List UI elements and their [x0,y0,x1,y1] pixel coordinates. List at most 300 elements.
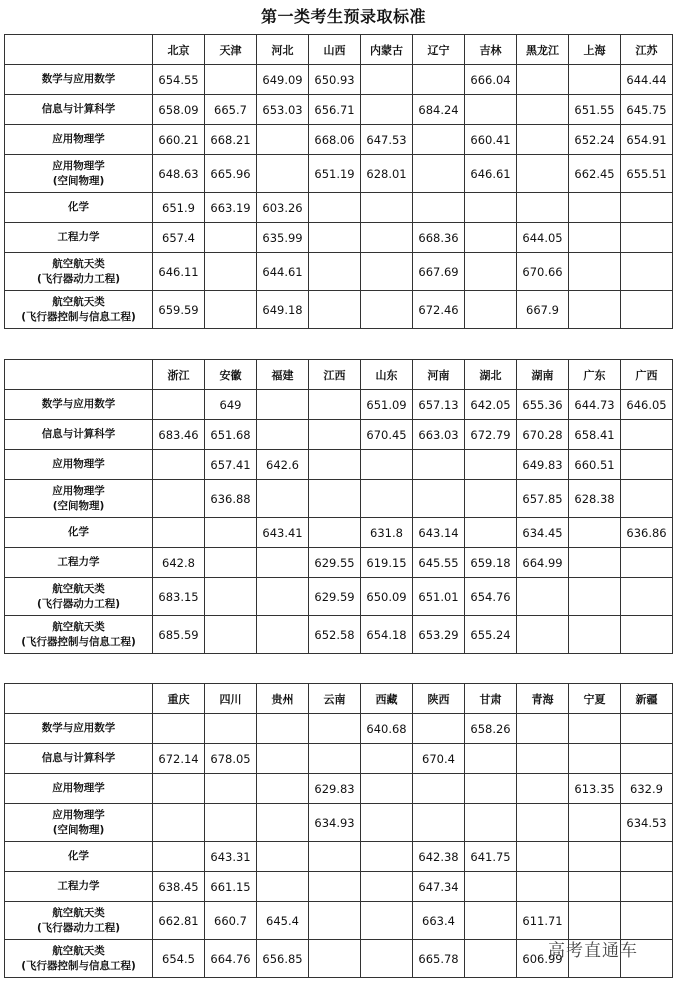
province-header: 青海 [517,684,569,714]
score-cell: 670.66 [517,253,569,291]
score-cell: 649.09 [257,65,309,95]
score-cell: 642.05 [465,390,517,420]
score-cell [621,714,673,744]
score-cell [413,804,465,842]
score-cell: 664.99 [517,548,569,578]
admission-table-3 [4,683,673,978]
score-cell: 641.75 [465,842,517,872]
province-header: 陕西 [413,684,465,714]
score-cell [569,616,621,654]
score-cell [517,714,569,744]
subject-label-line: (飞行器动力工程) [36,597,121,610]
page-title: 第一类考生预录取标准 [260,7,426,26]
score-cell [517,155,569,193]
score-cell [309,291,361,329]
score-cell: 670.28 [517,420,569,450]
score-cell [569,291,621,329]
table-row [5,193,673,223]
score-cell [361,95,413,125]
table-row [5,902,673,940]
score-cell [569,578,621,616]
score-cell: 628.38 [569,480,621,518]
score-cell [517,774,569,804]
table-row [5,616,673,654]
score-cell [465,902,517,940]
subject-label-line: (飞行器控制与信息工程) [21,310,136,323]
score-cell [621,253,673,291]
score-cell [465,872,517,902]
score-cell: 654.76 [465,578,517,616]
score-cell: 629.83 [309,774,361,804]
score-cell: 606.99 [517,940,569,978]
score-cell: 657.41 [205,450,257,480]
corner-cell [5,35,153,65]
score-cell: 665.7 [205,95,257,125]
subject-label [5,714,153,744]
province-header: 黑龙江 [517,35,569,65]
score-cell [621,223,673,253]
score-cell: 650.93 [309,65,361,95]
score-cell [309,714,361,744]
score-cell: 649 [205,390,257,420]
score-cell [361,253,413,291]
table-row [5,872,673,902]
subject-label-line: 数学与应用数学 [41,398,116,410]
subject-label-line: 信息与计算科学 [41,752,116,764]
score-cell: 658.09 [153,95,205,125]
score-cell: 645.4 [257,902,309,940]
table-row [5,65,673,95]
score-cell [569,548,621,578]
score-cell [309,902,361,940]
subject-label-line: 航空航天类 [52,620,105,633]
score-cell: 643.14 [413,518,465,548]
corner-cell [5,360,153,390]
subject-label-line: 工程力学 [57,231,100,243]
score-cell [517,193,569,223]
score-cell: 634.45 [517,518,569,548]
subject-label-line: 工程力学 [57,880,100,892]
score-cell [257,390,309,420]
subject-label-line: 航空航天类 [52,944,105,957]
score-cell: 657.13 [413,390,465,420]
score-cell: 660.7 [205,902,257,940]
score-cell: 665.96 [205,155,257,193]
score-cell [413,155,465,193]
score-cell [309,744,361,774]
score-cell [465,291,517,329]
province-header: 广西 [621,360,673,390]
score-cell: 648.63 [153,155,205,193]
score-cell [621,902,673,940]
table-row [5,714,673,744]
score-cell [257,744,309,774]
subject-label-line: 航空航天类 [52,295,105,308]
score-cell [621,578,673,616]
score-cell [517,578,569,616]
score-cell: 654.5 [153,940,205,978]
score-cell [465,518,517,548]
score-cell: 654.91 [621,125,673,155]
score-cell: 647.53 [361,125,413,155]
score-cell: 664.76 [205,940,257,978]
score-cell: 651.09 [361,390,413,420]
score-cell [465,193,517,223]
province-header: 浙江 [153,360,205,390]
score-cell [205,518,257,548]
score-cell [205,223,257,253]
subject-label-line: 工程力学 [57,556,100,568]
score-cell [569,518,621,548]
subject-label-line: (空间物理) [52,174,105,187]
score-cell [309,193,361,223]
score-cell: 655.24 [465,616,517,654]
watermark: 高考直通车 [548,941,638,961]
score-cell: 663.03 [413,420,465,450]
score-cell [205,253,257,291]
subject-label-line: 应用物理学 [52,133,105,145]
score-cell [569,223,621,253]
score-cell: 672.46 [413,291,465,329]
score-cell: 613.35 [569,774,621,804]
score-cell [309,480,361,518]
score-cell: 649.18 [257,291,309,329]
province-header: 新疆 [621,684,673,714]
score-cell [153,714,205,744]
header-row [5,360,673,390]
subject-label [5,902,153,940]
score-cell [361,842,413,872]
province-header: 广东 [569,360,621,390]
score-cell [465,450,517,480]
province-header: 河北 [257,35,309,65]
score-cell [621,420,673,450]
score-cell: 668.06 [309,125,361,155]
table-row [5,291,673,329]
score-cell: 638.45 [153,872,205,902]
score-cell [361,291,413,329]
score-cell [413,450,465,480]
score-cell: 653.03 [257,95,309,125]
score-cell: 644.73 [569,390,621,420]
score-cell [205,65,257,95]
score-cell [361,450,413,480]
province-header: 山西 [309,35,361,65]
table-row [5,744,673,774]
province-header: 宁夏 [569,684,621,714]
score-cell [309,518,361,548]
subject-label-line: 信息与计算科学 [41,103,116,115]
score-cell [517,744,569,774]
score-cell [257,125,309,155]
subject-label [5,420,153,450]
table-row [5,578,673,616]
score-cell [153,480,205,518]
score-cell [257,804,309,842]
score-cell: 661.15 [205,872,257,902]
score-cell: 629.59 [309,578,361,616]
subject-label-line: 应用物理学 [52,808,105,821]
score-cell: 660.21 [153,125,205,155]
header-row [5,684,673,714]
province-header: 福建 [257,360,309,390]
score-cell [621,450,673,480]
score-cell: 646.05 [621,390,673,420]
table-row [5,774,673,804]
score-cell [621,616,673,654]
score-cell [361,223,413,253]
score-cell: 603.26 [257,193,309,223]
table-row [5,518,673,548]
province-header: 云南 [309,684,361,714]
province-header: 北京 [153,35,205,65]
score-cell: 655.51 [621,155,673,193]
table-row [5,420,673,450]
subject-label [5,95,153,125]
score-cell [465,480,517,518]
score-cell [257,420,309,450]
score-cell [257,872,309,902]
province-header: 甘肃 [465,684,517,714]
score-cell [569,872,621,902]
subject-label-line: (飞行器控制与信息工程) [21,635,136,648]
score-cell [517,65,569,95]
score-cell: 653.29 [413,616,465,654]
subject-label-line: 航空航天类 [52,582,105,595]
score-cell [205,714,257,744]
score-cell: 640.68 [361,714,413,744]
score-cell [361,872,413,902]
subject-label [5,518,153,548]
score-cell: 672.79 [465,420,517,450]
subject-label [5,548,153,578]
score-cell: 678.05 [205,744,257,774]
score-cell: 663.4 [413,902,465,940]
province-header: 江西 [309,360,361,390]
score-cell [517,842,569,872]
score-cell [465,253,517,291]
score-cell: 656.85 [257,940,309,978]
score-cell: 651.19 [309,155,361,193]
score-cell: 619.15 [361,548,413,578]
score-cell: 654.18 [361,616,413,654]
score-cell [517,872,569,902]
score-cell: 657.85 [517,480,569,518]
score-cell: 658.26 [465,714,517,744]
score-cell [569,804,621,842]
score-cell [361,65,413,95]
table-row [5,480,673,518]
score-cell [153,450,205,480]
score-cell [309,390,361,420]
subject-label [5,774,153,804]
score-cell [361,902,413,940]
score-cell [621,744,673,774]
score-cell [205,804,257,842]
province-header: 上海 [569,35,621,65]
score-cell [257,714,309,744]
score-cell [361,744,413,774]
score-cell: 651.9 [153,193,205,223]
province-header: 贵州 [257,684,309,714]
score-cell: 646.11 [153,253,205,291]
subject-label [5,193,153,223]
score-cell: 645.75 [621,95,673,125]
subject-label-line: (飞行器动力工程) [36,272,121,285]
score-cell: 650.09 [361,578,413,616]
province-header: 内蒙古 [361,35,413,65]
score-cell: 670.45 [361,420,413,450]
score-cell: 667.9 [517,291,569,329]
score-cell: 647.34 [413,872,465,902]
score-cell [465,774,517,804]
score-cell [153,842,205,872]
score-cell: 665.78 [413,940,465,978]
score-cell: 642.8 [153,548,205,578]
score-cell: 636.88 [205,480,257,518]
score-cell [569,714,621,744]
score-cell: 683.15 [153,578,205,616]
score-cell: 660.51 [569,450,621,480]
province-header: 重庆 [153,684,205,714]
province-header: 湖南 [517,360,569,390]
score-cell [621,291,673,329]
subject-label-line: 数学与应用数学 [41,73,116,85]
score-cell: 660.41 [465,125,517,155]
province-header: 河南 [413,360,465,390]
subject-label-line: (飞行器控制与信息工程) [21,959,136,972]
subject-label [5,872,153,902]
score-cell [621,548,673,578]
score-cell [205,774,257,804]
province-header: 湖北 [465,360,517,390]
score-cell: 632.9 [621,774,673,804]
score-cell [361,940,413,978]
subject-label [5,291,153,329]
score-cell [153,390,205,420]
score-cell [569,744,621,774]
subject-label [5,842,153,872]
score-cell: 635.99 [257,223,309,253]
score-cell: 652.24 [569,125,621,155]
score-cell: 628.01 [361,155,413,193]
table-row [5,842,673,872]
subject-label [5,223,153,253]
score-cell: 668.21 [205,125,257,155]
score-cell [309,420,361,450]
score-cell: 655.36 [517,390,569,420]
score-cell [413,125,465,155]
score-cell: 657.4 [153,223,205,253]
subject-label [5,616,153,654]
subject-label-line: 航空航天类 [52,257,105,270]
province-header: 西藏 [361,684,413,714]
score-cell: 668.36 [413,223,465,253]
province-header: 山东 [361,360,413,390]
score-cell [257,155,309,193]
score-cell: 642.6 [257,450,309,480]
subject-label-line: 数学与应用数学 [41,722,116,734]
score-cell [257,774,309,804]
score-cell: 662.81 [153,902,205,940]
admission-table-1 [4,34,673,329]
score-cell [309,450,361,480]
score-cell [309,940,361,978]
score-cell [621,193,673,223]
score-cell: 666.04 [465,65,517,95]
table-row [5,95,673,125]
score-cell [205,548,257,578]
province-header: 四川 [205,684,257,714]
score-cell [465,744,517,774]
score-cell [465,804,517,842]
score-cell [153,774,205,804]
table-row [5,125,673,155]
score-cell: 629.55 [309,548,361,578]
admission-table-2 [4,359,673,654]
score-cell [309,842,361,872]
score-cell [569,842,621,872]
score-cell: 645.55 [413,548,465,578]
subject-label [5,578,153,616]
subject-label [5,480,153,518]
subject-label-line: 化学 [68,526,89,538]
score-cell: 643.31 [205,842,257,872]
table-row [5,223,673,253]
score-cell: 631.8 [361,518,413,548]
score-cell: 642.38 [413,842,465,872]
province-header: 安徽 [205,360,257,390]
score-cell [517,804,569,842]
score-cell [413,193,465,223]
score-cell: 656.71 [309,95,361,125]
score-cell [465,223,517,253]
subject-label [5,155,153,193]
score-cell [205,616,257,654]
province-header: 江苏 [621,35,673,65]
score-cell [413,480,465,518]
subject-label [5,65,153,95]
score-cell [205,291,257,329]
subject-label-line: 应用物理学 [52,782,105,794]
score-cell [569,193,621,223]
score-cell: 649.83 [517,450,569,480]
score-cell: 652.58 [309,616,361,654]
score-cell [621,842,673,872]
subject-label [5,450,153,480]
score-cell: 651.55 [569,95,621,125]
score-cell [309,223,361,253]
score-cell: 644.05 [517,223,569,253]
subject-label-line: 应用物理学 [52,159,105,172]
subject-label [5,804,153,842]
table-row [5,548,673,578]
score-cell: 667.69 [413,253,465,291]
score-cell: 651.68 [205,420,257,450]
score-cell [309,253,361,291]
score-cell: 636.86 [621,518,673,548]
score-cell [309,872,361,902]
table-row [5,390,673,420]
table-row [5,253,673,291]
score-cell: 684.24 [413,95,465,125]
score-cell [413,714,465,744]
province-header: 吉林 [465,35,517,65]
subject-label-line: 信息与计算科学 [41,428,116,440]
score-cell: 659.59 [153,291,205,329]
score-cell [257,842,309,872]
score-cell: 634.93 [309,804,361,842]
